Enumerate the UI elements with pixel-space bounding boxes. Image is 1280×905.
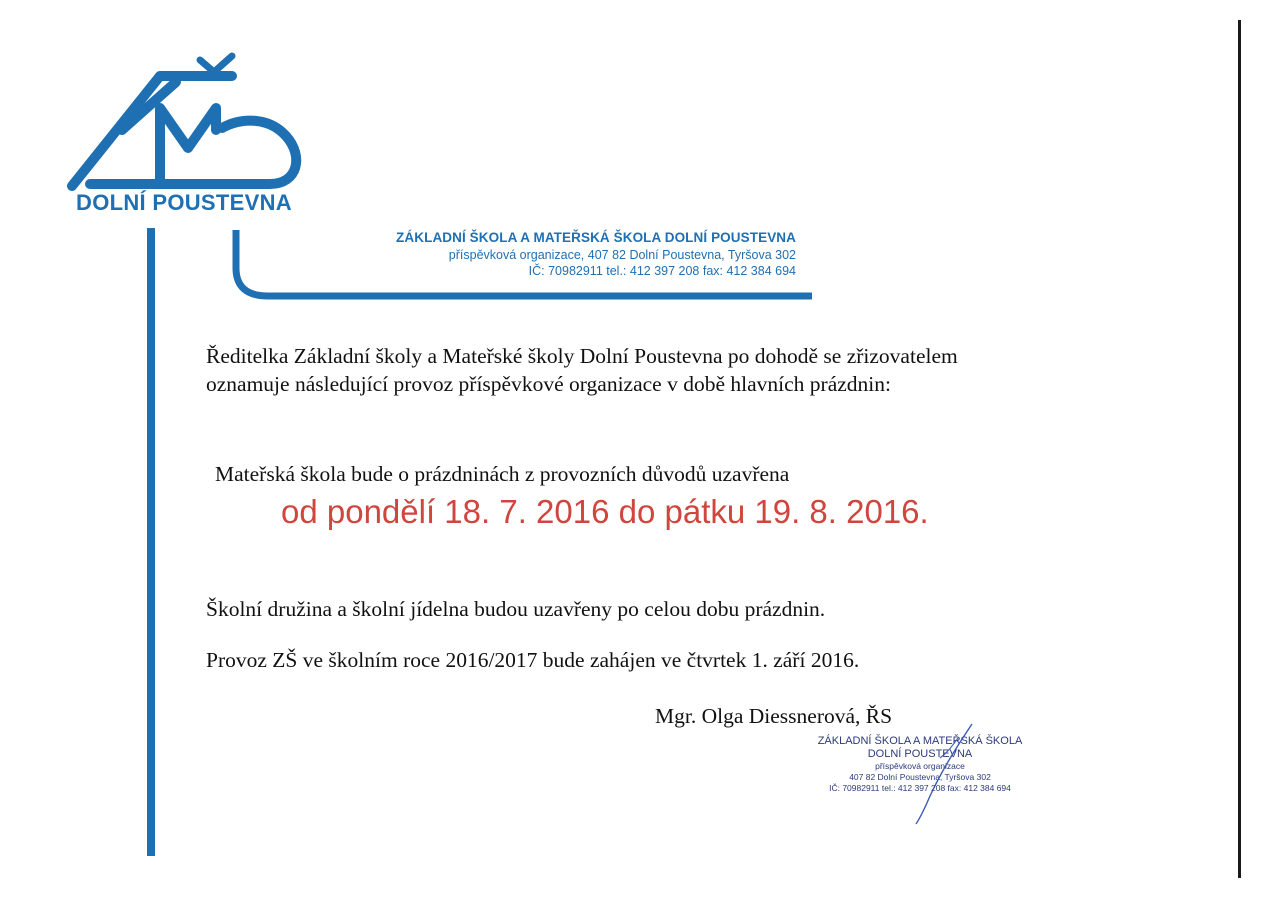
stamp-line-org: příspěvková organizace bbox=[875, 761, 965, 771]
handwritten-signature bbox=[900, 718, 990, 828]
page-edge-rule bbox=[1238, 20, 1241, 878]
kindergarten-closure-text: Mateřská škola bude o prázdninách z provozních důvodů uzavřena bbox=[215, 462, 790, 486]
stamp-line-contact: IČ: 70982911 tel.: 412 397 208 fax: 412 384 694 bbox=[829, 783, 1011, 793]
school-start-notice: Provoz ZŠ ve školním roce 2016/2017 bude zahájen ve čtvrtek 1. září 2016. bbox=[206, 648, 860, 672]
closure-dates: od pondělí 18. 7. 2016 do pátku 19. 8. 2016. bbox=[281, 493, 929, 530]
signatory-name: Mgr. Olga Diessnerová, ŘS bbox=[655, 704, 893, 728]
stamp-line-town: DOLNÍ POUSTEVNA bbox=[867, 748, 973, 760]
letterhead bbox=[340, 229, 796, 279]
stamp-line-address: 407 82 Dolní Poustevna, Tyršova 302 bbox=[849, 772, 991, 782]
stamp-line-school: ZÁKLADNÍ ŠKOLA A MATEŘSKÁ ŠKOLA bbox=[817, 735, 1023, 747]
after-school-notice: Školní družina a školní jídelna budou uzavřeny po celou dobu prázdnin. bbox=[206, 597, 826, 621]
letterhead-address: příspěvková organizace, 407 82 Dolní Poustevna, Tyršova 302 bbox=[448, 248, 796, 262]
logo-school-name: DOLNÍ POUSTEVNA bbox=[76, 190, 292, 215]
letterhead-title: ZÁKLADNÍ ŠKOLA A MATEŘSKÁ ŠKOLA DOLNÍ POUSTEVNA bbox=[396, 230, 796, 245]
intro-paragraph: Ředitelka Základní školy a Mateřské školy Dolní Poustevna po dohodě se zřizovatelem oznamuje následující provoz příspěvkové organizace v době hlavních prázdnin: bbox=[206, 344, 958, 396]
letterhead-contact: IČ: 70982911 tel.: 412 397 208 fax: 412 384 694 bbox=[528, 264, 796, 278]
